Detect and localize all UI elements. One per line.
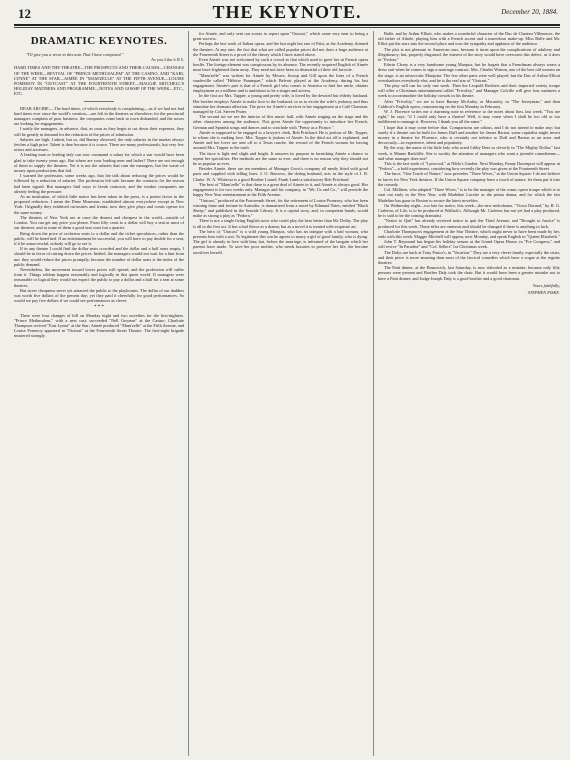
paragraph: Aimée is supposed to be engaged to a lawyer's clerk, Bob Pritchard. He is jealous of Mr. Tupper, to whom she is making love. Mrs. Tupper is jealous of Aimée. In the third act all is explained, and Aimée and her lover are sent off to a Texas ranche, the reward of the French woman for having aroused Mrs. Tupper to the truth. <box>193 129 368 151</box>
column-2 <box>193 31 368 756</box>
column-3 <box>378 31 560 756</box>
paragraph: The second act we see the interior of this music hall, with Aimée singing on the stage and the other characters among the audience. This gives Aimée the opportunity to introduce her French, German and Spanish songs and dances and to conclude with "Pretty as a Picture." <box>193 114 368 130</box>
paragraph: DEAR ARCHIE:—The hard times, of which everybody is complaining,—as if we had not had hard times ever since the world's creation,—are felt in the theatres as elsewhere; for the provincial managers complain of poor business, the companies come back to town disbanded, and the actors are looking for engagements. <box>14 105 184 127</box>
asterisk-divider: * * * <box>94 305 104 311</box>
paragraph: After "Frivolity," we are to have Barney McAuley, or Macauley, in "The Jerseyman," and then Caldicot's English opera, commencing on the first Monday in February. <box>378 98 560 109</box>
paragraph: John T. Raymond has begun his holiday season at the Grand Opera House, in "For Congress," and will revive "In Paradise" and "Col. Sellers" for Christmas week. <box>378 239 560 250</box>
paragraph: The best of "Mam'zelle" is that there is a great deal of Aimée in it, and Aimée is always good. Her engagement is for two weeks only. Manager and his company, in "We, Us and Co.," will provide the happy New Year entertainment at the Fifth Avenue. <box>193 181 368 198</box>
newspaper-title: THE KEYNOTE. <box>212 2 362 22</box>
closing: Yours faithfully, <box>532 282 560 288</box>
column-divider <box>373 31 374 756</box>
paragraph: The theatres of New York are at once the dearest and cheapest in the world—outside of London. You can get any price you please. From fifty cents to a dollar will buy a seat at most of our theatres; and at some of them a good seat costs but a quarter. <box>14 214 184 231</box>
paragraph: Salaries are high, I admit, but so, did Barney observed, the only salaries in the market always fetches a high price. Talent is dear because it is scarce. There are many professionals, but very few actors and actresses. <box>14 136 184 153</box>
issue-date: December 20, 1884. <box>501 8 558 16</box>
paragraph: I hope that it may come before that. Comparisons are odious, and I do not intend to make any; but surely if a theatre can be built for James Duff and another for James Barton, some capitalist might invest money in a theatre for Florence, who is certainly not inferior to Duff and Barton as an actor and decorously—in experience, talent and popularity. <box>378 124 560 146</box>
paragraph: for Aimée, and only sent out scouts to report upon "Outcast," which came very near to being a great success. <box>193 31 368 42</box>
separator <box>84 101 114 102</box>
paragraph: The play will run for only one week. Then the Leopold Brothers and their imported variety troupe will offer a Christmas entertainment called "Frivolity," and Manager Colville will give four matinees a week to accommodate the holiday crowds in his theatre. <box>378 83 560 99</box>
paragraph: The farce is light and slight and bright. It answers its purpose in furnishing Aimée a chance to repeat her specialties. Her methods are the same as ever, and there is no reason why they should not be as popular as ever. <box>193 150 368 167</box>
paragraph: In the first act Mrs. Tupper, a young and pretty wife, is loved by the devoted but elderly husband. Her brother employs Aimée to make love to the husband, so as to excite the wife's jealousy and thus stimulate her dormant affection. The price for Aimée's services is her engagement at a Café Chantant, managed by Col. Steven Prater. <box>193 93 368 115</box>
paragraph: The Patti dinner, at the Brunswick, last Saturday, is now ridiculed as a mistake, because only fifty persons were present and Brother Daly took the chair. But it would have been a greater mistake not to have a Patti dinner; and Judge Joseph Daly is a good brother and a good chairman. <box>378 265 560 281</box>
paragraph: Charlotte Thompson's engagement at the Star Theatre, which ought never to have been made by her, ends with this week. Maggie Mitchell will appear, next Monday, and speak English in "Queen Elizabeth." <box>378 228 560 239</box>
column-1-body <box>14 106 184 304</box>
paragraph: But street cheapness never yet attracted the public to the playhouses. The dollar of our daddies was worth five dollars of the present day; yet they paid it cheerfully for good performances. So would we pay five dollars if we could see performances as clever. <box>14 287 184 304</box>
paragraph: Bring down the price of orchestra seats to a dollar and the ticket speculators, rather than the public, will be benefited. If an entertainment be successful, you will have to pay double for a seat; if it be unsuccessful, nobody will go to see it. <box>14 230 184 246</box>
paragraph: Edwin Cleary is a very handsome young Marquis; but he forgets that a Frenchman always wears a dress suit when he comes to sign a marriage contract. Mrs. Charles Watson, one of the best old women on the stage, is an aristocratic Marquise. The few other parts were well played; but the Duc of Arthur Elliott overshadows everybody else, and he is the real star of "Outcast." <box>378 62 560 83</box>
column-1 <box>14 31 184 756</box>
paragraph: There were four changes of bill on Monday night and two novelties for the first-nighters. "Prince Methusalem," with a new cast, succeeded "Nell Gwynne" at the Casino; Charlotte Thompson revived "East Lynne" at the Star; Aimée produced "Mam'zelle" at the Fifth Avenue, and Louise Pomeroy appeared in "Outcast" at the Fourteenth Street Theatre. The first-night brigade mustered strongly. <box>14 312 184 339</box>
paragraph: The Dalys are back at Tony Pastor's, in "Vacation." They are a very clever family, especially the sister, and their piece is more amusing than most of the farcical comedies which have a vogue at the regular theatres. <box>378 249 560 265</box>
epigraph-source: As you Like it II.5. <box>151 57 184 63</box>
paragraph: Even Aimée was not welcomed by such a crowd as that which used to greet her in French opera bouffe. The foreign element was conspicuous by its absence. The recently acquired English of Aimée must have frightened them away. They need not have been so distrustful of their old favorite. <box>193 57 368 73</box>
paragraph: "Outcast," produced at the Fourteenth Street, for the retirement of Louise Pomeroy, who has been winning fame and fortune in Australia, is dramatized from a novel by Edmund Yates, entitled "Black Sheep," and published in the Seaside Library. It is a capital story, and, in competent hands, would make as strong a play as "Fedora." <box>193 197 368 219</box>
paragraph: The farce, "One Touch of Nature," now precedes "Three Wives," at the Union Square. I do not believe in farces for New York theatres. If the Union Square company have a touch of nature, let them put it into the comedy. <box>378 171 560 187</box>
paragraph: Nevertheless, the movement toward lower prices will spread, and the profession will suffer from it. Things seldom happen reasonably and logically in this queer world. If managers were reasonable or logical they would not expect the public to pay a dollar and a half for a seat at some theatres. <box>14 266 184 288</box>
masthead <box>14 0 560 26</box>
article-title: DRAMATIC KEYNOTES. <box>30 35 168 47</box>
paragraph: Col. Milliken, who adapted "Three Wives," is to be the manager of the comic opera troupe which is to start out early in the New Year, with Madeline Lucette as the prima donna, and for which the fair Madeline has gone to Boston to secure the latest novelties. <box>378 187 560 203</box>
paragraph: As an institution, of which little notice has been taken in the press, is a potent factor in the proposed reduction. I mean the Dime Museums, established almost everywhere except in New York. Originally they exhibited curiosities and freaks; now they give plays and comic operas for the same money. <box>14 194 184 215</box>
paragraph: By the way, the name of the little lady who acted Libby Deer so cleverly in "The Mighty Dollar," last week, is Minnie Radcliffe. She is worthy the attention of managers who want a juvenile comedienne—and what manager does not? <box>378 145 560 161</box>
paragraph: Balfe, and by Arthur Elliott, who makes a wonderful character of the Duc de Chateau Villeneuve, the old father of Athole, playing him with a French accent and a marvelous make-up. Miss Balfe and Mr. Elliot put the stars into the second place and won the sympathy and applause of the audience. <box>378 31 560 47</box>
paragraph: Perhaps the last week of Italian opera, and the last night but one of Patti, at the Academy, thinned the theatres. At any rate, the fact that what are called popular prices did not draw a large audience at the Fourteenth Street is a proof of the theory which I have stated above. <box>193 41 368 57</box>
epigraph: "I'll give you a verse to this note That I have composed." <box>26 52 124 57</box>
column-2-body <box>193 31 368 255</box>
paragraph: "Notice to Quit" has already received notice to quit the Third Avenue, and "Brought to Justice" is produced for this week. These titles are ominous and should be changed if there is anything in luck. <box>378 218 560 229</box>
paragraph: I warned the profession, some weeks ago, that the talk about reducing the prices would be followed by a reduction of salaries. The profession felt safe because the contracts for the season had been signed. But managers find ways to break contracts, and the weaker companies are already feeling the pressure. <box>14 173 184 194</box>
paragraph: I notify the managers, in advance, that, as soon as they begin to cut down their expenses, they will be greatly in demand for the reduction of the prices of admission. <box>14 126 184 137</box>
column-3-body <box>378 31 560 281</box>
paragraph: A leading man or leading lady can now command a salary for which a star would have been glad to take twenty years ago. But where are your leading men and ladies? There are not enough of them to supply the theatres. Yet it is not the salaries that ruin the managers, but the waste of money upon productions that fail. <box>14 152 184 174</box>
paragraph: Besides Aimée, there are ten members of Manager Gross's company all neatly fitted with good parts and supplied with telling lines. J. O. Barrows, the doting husband, acts in the style of J. B. Clarke. W. A. Whitecar is a good Brother Lionel; Frank Lamb a satisfactory Bob Pritchard. <box>193 166 368 182</box>
paragraph: The hero of "Outcast" is a wild young Marquis, who has an intrigue with a bad woman, who presents him with a son. To legitimate this son he agrees to marry a girl of good family, who is dying. The girl is already in love with him; but, before the marriage, is informed of the bargain which her parents have made. To save her poor mother, who needs luxuries to preserve her life, the heroine sacrifices herself. <box>193 228 368 255</box>
column-divider <box>188 31 189 756</box>
paragraph: This is the last week of "Lynwood," at Niblo's Garden. Next Monday, Fanny Davenport will appear in "Fedora"—a bold experiment, considering how recently the play was given at the Fourteenth Street. <box>378 161 560 172</box>
paragraph: "Mam'zelle" was written for Aimée by Messrs. Jessop and Gill upon the lines of a French vaudeville called "Héloïse Paranquet," which Belvoir played at the Academy, during his last engagement. Aimée's part is that of a French girl who comes to America to find her uncle, obtains employment as a milliner and is ambitious to be a singer and actress. <box>193 72 368 94</box>
header-rule <box>14 27 560 28</box>
paragraph: W. J. Florence writes me a charming note in reference to the notes about him, last week. "You are right," he says; "if I could only have a theatre! Well, it may come when I shall be too old or too indifferent to manage it. However, I thank you all the same." <box>378 109 560 125</box>
page-number: 12 <box>18 6 31 21</box>
column-1-body-b <box>14 313 184 339</box>
article-summary: HARD TIMES AND THE THEATRE—THE PROSPECTS AND THEIR CAUSES—CHANGES OF THE WEEK—REVIVAL OF "PRINCE METHUSALEM" AT THE CASINO, AND "KARL LYNNE" AT THE STAR—AIMÉE IN "MAM'ZELLE" AT THE FIFTH AVENUE—LOUISE POMEROY IN "OUTCAST" AT THE FOURTEENTH STREET—MAGGIE MITCHELL'S HOLIDAY MATINEES AND PROGRAMME—NOTES AND GOSSIP OF THE WEEK—ETC., ETC. <box>14 65 184 97</box>
paragraph: There is not a single living English actor who could play the hero better than Mr. Dolby. The play is all in the first act. It has a bad flavor as a drama; but as a novel it is treated with exquisite art. <box>193 218 368 229</box>
signature: STEPHEN FISKE. <box>527 289 560 295</box>
paragraph: If in any theatre I could find the dollar seats crowded and the dollar and a half seats empty, I should be in favor of cutting down the prices. Indeed, the managers would not wait for a hint from me; they would reduce the prices promptly, because the number of dollar seats is the index of the public demand. <box>14 246 184 267</box>
paragraph: The plot is not pleasant to American ears, because it turns upon the complications of adultery and illegitimacy; but, properly disguised, the interest of the story would have overcome this defect, as it does in "Fedora." <box>378 46 560 63</box>
paragraph: On Wednesday night—too late for notice, this week—the new melodrama, "Victor Durand," by H. G. Carleton, of Life, is to be produced at Wallack's. Although Mr. Carleton has not yet had a play produced, he is said to be the coming dramatist. <box>378 202 560 219</box>
